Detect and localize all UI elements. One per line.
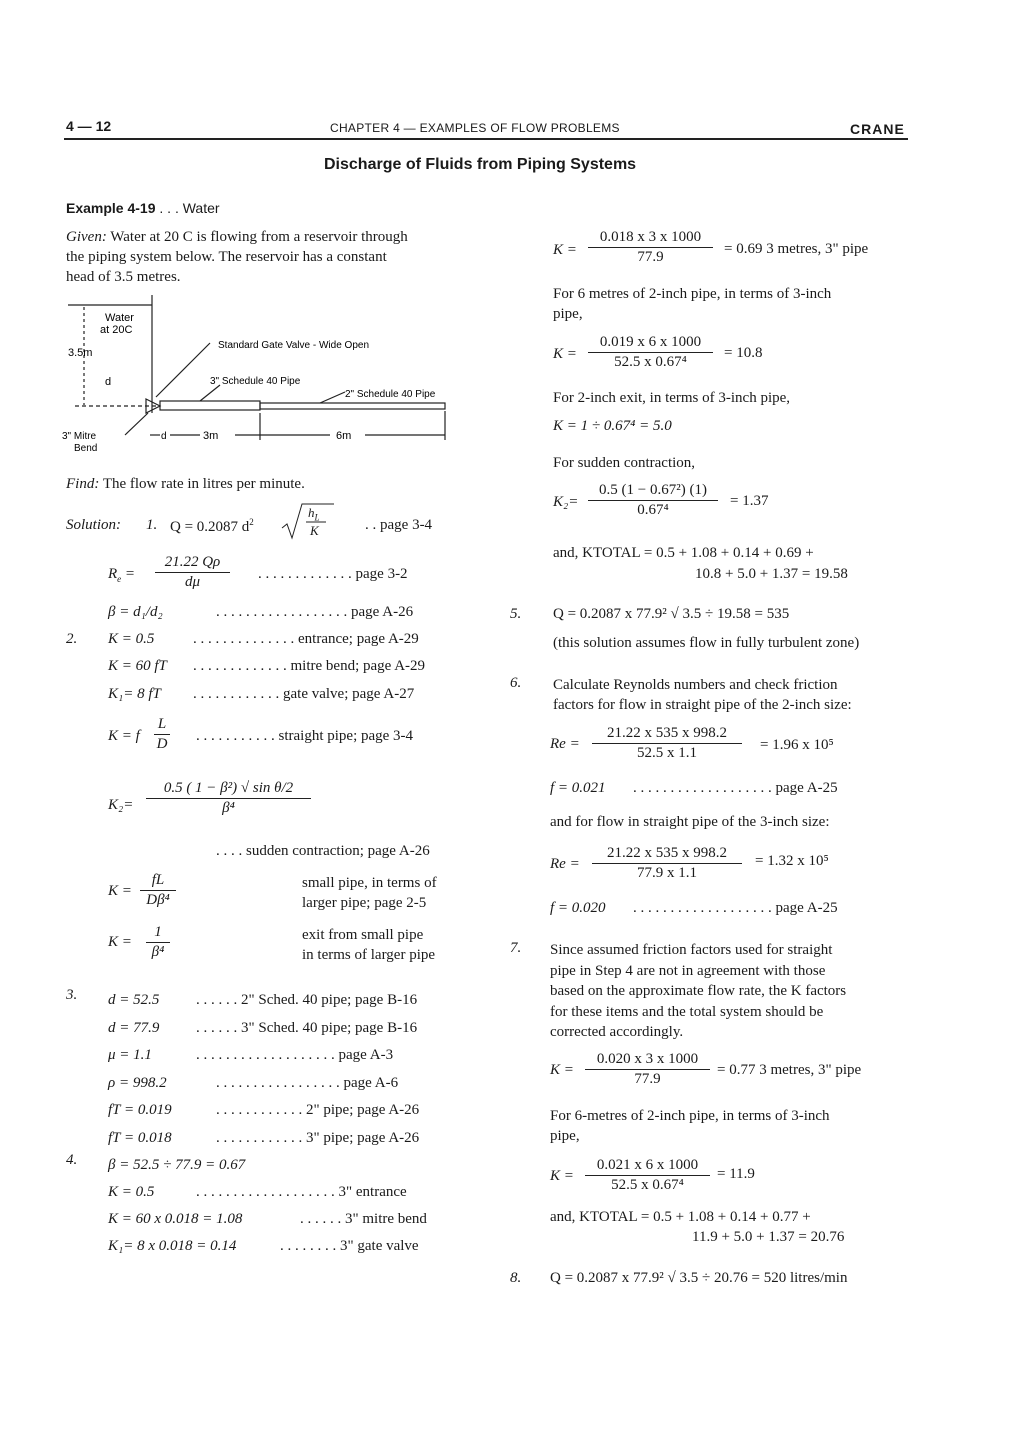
step-7-number: 7. — [510, 940, 522, 956]
r8-lhs: K = — [550, 1168, 574, 1184]
r2-fraction: $\frac{0.019 x 6 x 1000}{\text{52.5 x 0.67⁴}}$ — [588, 334, 713, 371]
k-gate-eq: K₁= 8 fT — [108, 686, 161, 702]
pipe-3in — [160, 401, 260, 410]
find-label: Find: — [66, 476, 100, 492]
r4-fraction: $\frac{\text{0.5 (1 − 0.67²) (1)}}{\text{0.67⁴}}$ — [588, 482, 718, 519]
d-label: d — [105, 376, 112, 388]
step-3-references — [196, 987, 419, 1152]
k-gate-ref: . . . . . . . . . . . . gate valve; page A-27 — [193, 686, 415, 702]
d-dim-label: d — [161, 431, 167, 442]
temp-label: at 20C — [100, 324, 133, 336]
step-4-number: 4. — [66, 1152, 78, 1168]
example-number: Example 4-19 — [66, 200, 156, 216]
pipe2-leader — [320, 392, 345, 403]
k-exit-ref: exit from small pipe in terms of larger pipe — [302, 927, 436, 963]
q-reference: . . page 3-4 — [365, 517, 433, 533]
r2-text: For 6 metres of 2-inch pipe, in terms of 3-inch pipe, — [553, 286, 832, 322]
pipe-2in — [260, 403, 445, 409]
step-6-text-3: and for flow in straight pipe of the 3-inch size: — [550, 814, 830, 830]
re3-rhs: = 1.32 x 10⁵ — [755, 853, 829, 869]
page-number: 4 — 12 — [66, 118, 112, 134]
step-2-number: 2. — [66, 631, 78, 647]
re2-rhs: = 1.96 x 10⁵ — [760, 737, 834, 753]
step-3-equations — [108, 987, 172, 1152]
pipe3-leader — [200, 385, 220, 401]
list-item: d = 77.9 — [108, 1019, 160, 1036]
f2-reference: . . . . . . . . . . . . . . . . . . . page A-25 — [633, 900, 838, 916]
list-item: fT = 0.019 — [108, 1102, 172, 1118]
step-1-number: 1. — [146, 517, 158, 533]
k-straight-fraction: $\frac{L}{D}$ — [154, 716, 170, 753]
list-item: . . . . . . . . . . . . 2" pipe; page A-26 — [216, 1102, 420, 1118]
example-heading — [66, 200, 220, 216]
solution-label: Solution: — [66, 517, 121, 533]
find-block — [66, 476, 305, 493]
re3-lhs: Re = — [550, 856, 580, 872]
step-3-number: 3. — [66, 987, 78, 1003]
pipe2-label: 2" Schedule 40 Pipe — [345, 389, 436, 400]
re-denominator: dμ — [184, 574, 201, 590]
ktotal-line-2: 10.8 + 5.0 + 1.37 = 19.58 — [695, 566, 848, 582]
sqrt-denominator: K — [310, 523, 319, 538]
find-text: The flow rate in litres per minute. — [102, 476, 305, 492]
list-item: fT = 0.018 — [108, 1129, 172, 1146]
step-6-number: 6. — [510, 675, 522, 691]
page-title: Discharge of Fluids from Piping Systems — [324, 156, 637, 173]
ktotal2-line-2: 11.9 + 5.0 + 1.37 = 20.76 — [692, 1229, 845, 1245]
given-line-2: the piping system below. The reservoir has a constant — [66, 249, 387, 265]
step-4-references — [196, 1179, 427, 1260]
r8-text: For 6-metres of 2-inch pipe, in terms of 3-inch pipe, — [550, 1108, 830, 1144]
list-item: . . . . . . . . . . . . . . . . . . . page A-3 — [196, 1047, 394, 1063]
list-item: . . . . . . . . 3" gate valve — [280, 1238, 419, 1254]
k-exit-lhs: K = — [108, 934, 132, 950]
k-mitre-ref: . . . . . . . . . . . . . mitre bend; page A-29 — [193, 658, 426, 674]
re2-fraction: $\frac{21.22 x 535 x 998.2}{52.5 x 1.1}$ — [592, 725, 742, 762]
given-line-1: Water at 20 C is flowing from a reservoir through — [110, 229, 408, 245]
k-contraction-lhs: K₂= — [108, 797, 134, 813]
k-straight-lhs: K = f — [108, 728, 140, 744]
len3-label: 3m — [203, 430, 219, 442]
gate-valve-label: Standard Gate Valve - Wide Open — [218, 340, 370, 351]
given-block — [66, 227, 408, 287]
given-label: Given: — [66, 229, 107, 245]
step-5-number: 5. — [510, 606, 522, 622]
r4-lhs: K₂= — [553, 494, 579, 510]
list-item: . . . . . . . . . . . . . . . . . . . 3" entrance — [196, 1184, 407, 1200]
water-label: Water — [105, 312, 134, 324]
step-8-equation: Q = 0.2087 x 77.9² √ 3.5 ÷ 20.76 = 520 litres/min — [550, 1270, 848, 1286]
step-5-equation: Q = 0.2087 x 77.9² √ 3.5 ÷ 19.58 = 535 — [553, 606, 790, 622]
f1-equation: f = 0.021 — [550, 780, 606, 796]
r4-rhs: = 1.37 — [730, 493, 769, 509]
r2-rhs: = 10.8 — [724, 345, 763, 361]
beta-equation: β = d₁/d₂ — [108, 604, 163, 620]
step-7-text: Since assumed friction factors used for straight pipe in Step 4 are not in agreement with those based on the approximate flow rate, the K factors for these items and the total system should be corrected accordingly. — [550, 942, 847, 1040]
r2-lhs: K = — [553, 346, 577, 362]
sqrt-numerator: $h_L$ — [308, 505, 320, 523]
step-5-note: (this solution assumes flow in fully turbulent zone) — [553, 635, 860, 651]
head-label: 3.5m — [68, 347, 93, 359]
re-fraction — [155, 554, 230, 591]
r3-equation: K = 1 ÷ 0.67⁴ = 5.0 — [553, 418, 672, 434]
r1-rhs: = 0.69 3 metres, 3" pipe — [724, 241, 869, 257]
chapter-title: CHAPTER 4 — EXAMPLES OF FLOW PROBLEMS — [330, 121, 620, 135]
f1-reference: . . . . . . . . . . . . . . . . . . . page A-25 — [633, 780, 838, 796]
list-item: K = 0.5 — [108, 1184, 155, 1200]
k-entrance-eq: K = 0.5 — [108, 631, 155, 647]
k-exit-fraction: $\frac{1}{\text{β⁴}}$ — [146, 924, 170, 961]
ktotal2-line-1: and, KTOTAL = 0.5 + 1.08 + 0.14 + 0.77 + — [550, 1209, 811, 1225]
q-equation: Q = 0.2087 $d^2$ — [170, 517, 254, 535]
k-straight-ref: . . . . . . . . . . . straight pipe; page 3-4 — [196, 728, 414, 744]
r7-lhs: K = — [550, 1062, 574, 1078]
piping-diagram — [60, 295, 480, 460]
k-contraction-fraction: $\frac{\text{0.5 ( 1 − β²) √ sin θ/2}}{\text{β⁴}}$ — [146, 780, 311, 817]
r8-rhs: = 11.9 — [717, 1166, 755, 1182]
r4-text: For sudden contraction, — [553, 455, 696, 471]
r8-fraction: $\frac{0.021 x 6 x 1000}{\text{52.5 x 0.67⁴}}$ — [585, 1157, 710, 1194]
k-small-fraction: $\frac{fL}{\text{Dβ⁴}}$ — [140, 872, 176, 909]
ktotal-line-1: and, KTOTAL = 0.5 + 1.08 + 0.14 + 0.69 + — [553, 545, 814, 561]
bend-label: Bend — [74, 443, 98, 454]
r3-text: For 2-inch exit, in terms of 3-inch pipe, — [553, 390, 791, 406]
given-line-3: head of 3.5 metres. — [66, 269, 181, 285]
list-item: . . . . . . 2" Sched. 40 pipe; page B-16 — [196, 992, 418, 1008]
gate-valve-leader — [156, 343, 210, 397]
mitre-leader — [125, 413, 148, 435]
list-item: d = 52.5 — [108, 992, 160, 1008]
list-item: . . . . . . 3" mitre bend — [300, 1211, 427, 1227]
beta-reference: . . . . . . . . . . . . . . . . . . page A-26 — [216, 604, 414, 620]
example-suffix: . . . Water — [159, 200, 220, 216]
k-small-lhs: K = — [108, 883, 132, 899]
list-item: . . . . . . 3" Sched. 40 pipe; page B-16 — [196, 1019, 418, 1036]
mitre-label: 3" Mitre — [62, 431, 97, 442]
list-item: ρ = 998.2 — [108, 1074, 167, 1091]
re3-fraction: $\frac{21.22 x 535 x 998.2}{77.9 x 1.1}$ — [592, 845, 742, 882]
step-6-text: Calculate Reynolds numbers and check friction factors for flow in straight pipe of the 2-inch size: — [553, 677, 852, 713]
list-item: K₁= 8 x 0.018 = 0.14 — [108, 1238, 237, 1254]
pipe3-label: 3" Schedule 40 Pipe — [210, 376, 301, 387]
k-entrance-ref: . . . . . . . . . . . . . . entrance; page A-29 — [193, 631, 419, 647]
list-item: K = 60 x 0.018 = 1.08 — [108, 1211, 243, 1227]
re2-lhs: Re = — [550, 736, 580, 752]
step-8-number: 8. — [510, 1270, 522, 1286]
f2-equation: f = 0.020 — [550, 900, 606, 916]
header-rule — [64, 138, 908, 140]
k-mitre-eq: K = 60 fT — [108, 658, 167, 674]
r1-fraction: $\frac{0.018 x 3 x 1000}{77.9}$ — [588, 229, 713, 266]
re-reference: . . . . . . . . . . . . . page 3-2 — [258, 566, 408, 582]
list-item: μ = 1.1 — [108, 1047, 152, 1063]
re-numerator: 21.22 Qρ — [155, 554, 230, 573]
list-item: . . . . . . . . . . . . 3" pipe; page A-26 — [216, 1129, 420, 1146]
r7-fraction: $\frac{0.020 x 3 x 1000}{77.9}$ — [585, 1051, 710, 1088]
brand-name: CRANE — [850, 121, 905, 137]
list-item: β = 52.5 ÷ 77.9 = 0.67 — [108, 1157, 246, 1173]
k-contraction-ref: . . . . sudden contraction; page A-26 — [216, 843, 430, 859]
re-lhs: $R_e$ = — [108, 566, 136, 584]
k-small-ref: small pipe, in terms of larger pipe; page 2-5 — [302, 875, 437, 911]
list-item: . . . . . . . . . . . . . . . . . page A-6 — [216, 1074, 399, 1091]
len6-label: 6m — [336, 430, 352, 442]
r7-rhs: = 0.77 3 metres, 3" pipe — [717, 1062, 862, 1078]
r1-lhs: K = — [553, 242, 577, 258]
